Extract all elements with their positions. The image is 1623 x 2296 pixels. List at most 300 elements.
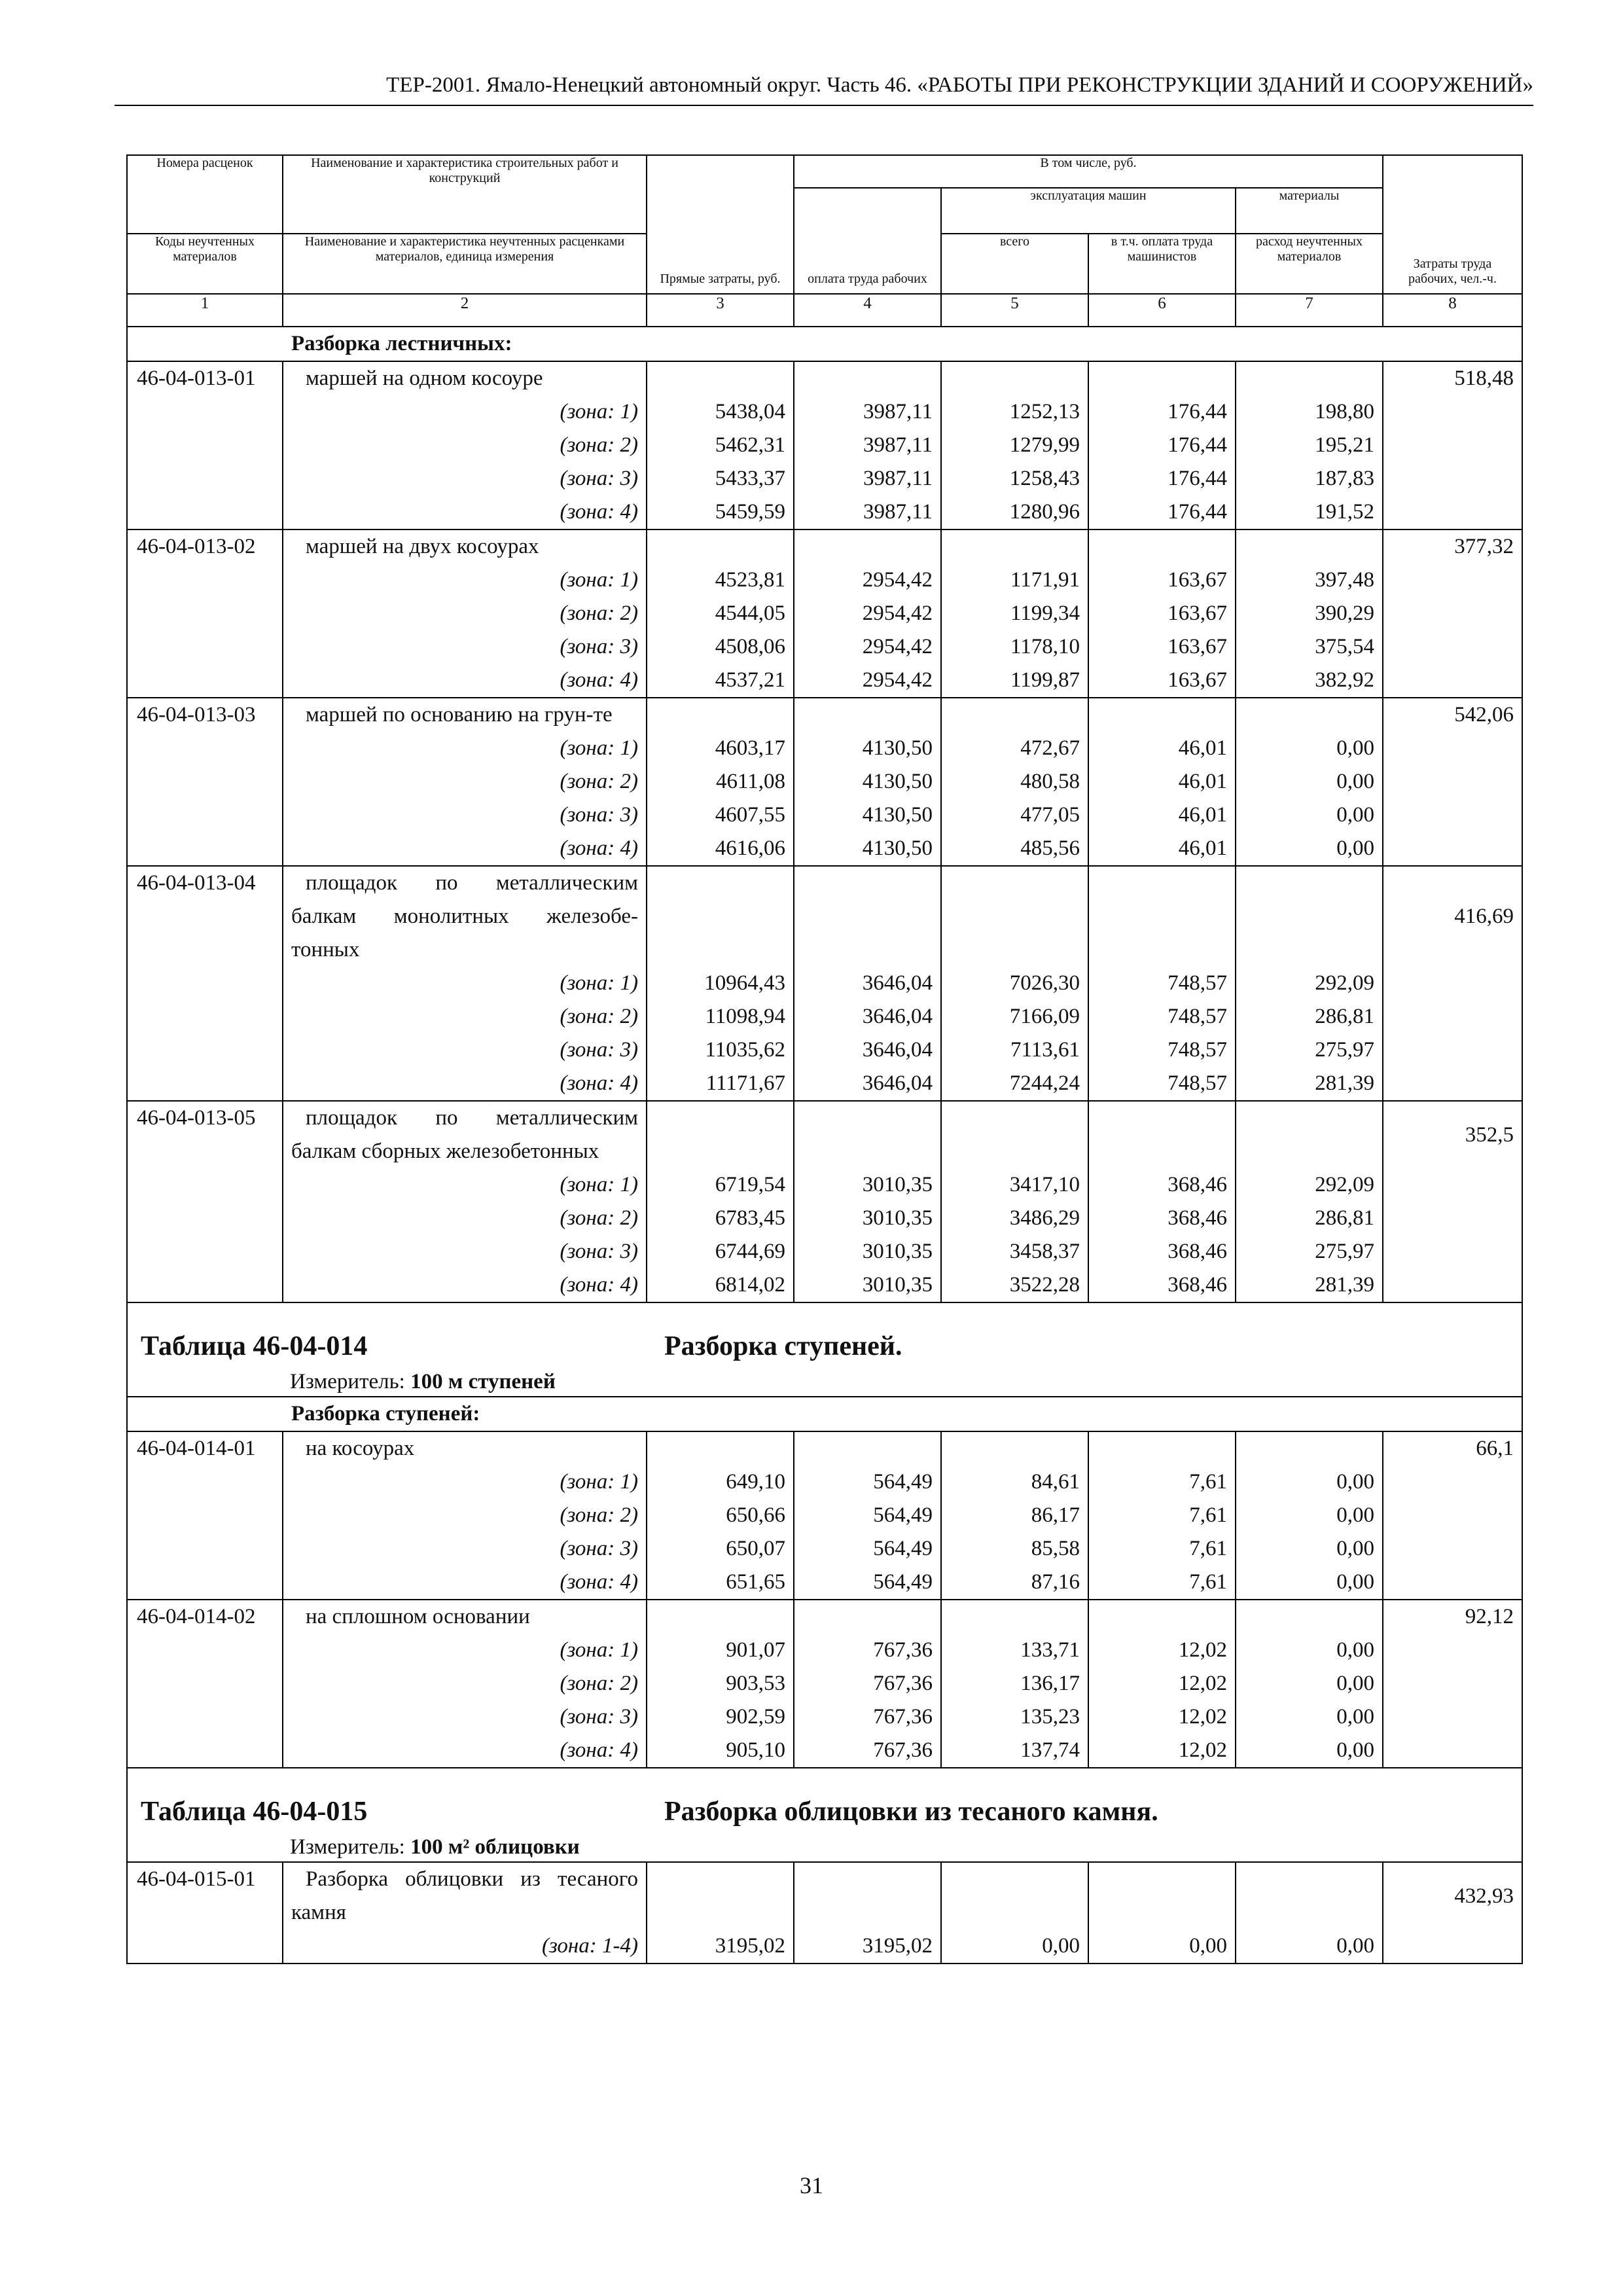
zone-value: 5433,37 bbox=[647, 462, 794, 495]
zone-row bbox=[127, 1634, 1522, 1667]
rate-header-row bbox=[127, 1862, 1522, 1929]
measure-row bbox=[127, 1833, 1522, 1862]
col-head-direct: Прямые затраты, руб. bbox=[647, 155, 794, 294]
empty-cell bbox=[127, 1168, 283, 1202]
measure-value: 100 м ступеней bbox=[410, 1370, 556, 1393]
zone-value: 281,39 bbox=[1236, 1268, 1383, 1302]
empty-cell bbox=[1383, 564, 1522, 597]
zone-row bbox=[127, 967, 1522, 1000]
rate-header-row bbox=[127, 1101, 1522, 1168]
zone-label: (зона: 4) bbox=[283, 1734, 647, 1768]
rate-code: 46-04-015-01 bbox=[127, 1862, 283, 1929]
empty-cell bbox=[127, 429, 283, 462]
rate-code: 46-04-013-03 bbox=[127, 698, 283, 732]
empty-cell bbox=[794, 1431, 941, 1465]
zone-value: 46,01 bbox=[1088, 832, 1236, 866]
zone-value: 4130,50 bbox=[794, 765, 941, 798]
zone-row bbox=[127, 664, 1522, 698]
zone-value: 1178,10 bbox=[941, 630, 1088, 664]
zone-value: 3522,28 bbox=[941, 1268, 1088, 1302]
zone-label: (зона: 4) bbox=[283, 664, 647, 698]
rate-header-row bbox=[127, 698, 1522, 732]
empty-cell bbox=[1383, 664, 1522, 698]
empty-cell bbox=[127, 1700, 283, 1734]
empty-cell bbox=[1383, 395, 1522, 429]
table-46-04-015 bbox=[127, 1768, 1522, 1964]
empty-cell bbox=[1383, 1235, 1522, 1268]
zone-value: 163,67 bbox=[1088, 597, 1236, 630]
zone-value: 767,36 bbox=[794, 1667, 941, 1700]
zone-value: 368,46 bbox=[1088, 1268, 1236, 1302]
zone-value: 397,48 bbox=[1236, 564, 1383, 597]
zone-value: 0,00 bbox=[1236, 1634, 1383, 1667]
empty-cell bbox=[127, 1532, 283, 1566]
empty-cell bbox=[794, 866, 941, 967]
empty-cell bbox=[794, 1101, 941, 1168]
zone-row bbox=[127, 429, 1522, 462]
col-head-incl: В том числе, руб. bbox=[794, 155, 1383, 188]
empty-cell bbox=[1383, 1929, 1522, 1964]
zone-label: (зона: 1) bbox=[283, 1634, 647, 1667]
labor-cost: 92,12 bbox=[1383, 1600, 1522, 1634]
zone-value: 187,83 bbox=[1236, 462, 1383, 495]
empty-cell bbox=[1383, 597, 1522, 630]
zone-value: 0,00 bbox=[1236, 1532, 1383, 1566]
zone-value: 0,00 bbox=[1236, 1700, 1383, 1734]
empty-cell bbox=[1236, 1862, 1383, 1929]
zone-value: 650,66 bbox=[647, 1499, 794, 1532]
zone-value: 46,01 bbox=[1088, 765, 1236, 798]
zone-label: (зона: 1) bbox=[283, 564, 647, 597]
zone-value: 11035,62 bbox=[647, 1033, 794, 1067]
zone-label: (зона: 2) bbox=[283, 1667, 647, 1700]
zone-value: 3010,35 bbox=[794, 1168, 941, 1202]
zone-value: 3987,11 bbox=[794, 429, 941, 462]
empty-cell bbox=[1383, 1033, 1522, 1067]
zone-label: (зона: 3) bbox=[283, 1235, 647, 1268]
zone-label: (зона: 1-4) bbox=[283, 1929, 647, 1964]
zone-value: 275,97 bbox=[1236, 1235, 1383, 1268]
col-head-materials: материалы bbox=[1236, 188, 1383, 234]
zone-value: 1258,43 bbox=[941, 462, 1088, 495]
zone-value: 902,59 bbox=[647, 1700, 794, 1734]
empty-cell bbox=[127, 1465, 283, 1499]
rate-description: площадок по металлическим балкам сборных железобетонных bbox=[283, 1101, 647, 1168]
zone-row bbox=[127, 1566, 1522, 1600]
zone-value: 382,92 bbox=[1236, 664, 1383, 698]
empty-cell bbox=[1383, 765, 1522, 798]
page-number: 31 bbox=[800, 2172, 823, 2198]
empty-cell bbox=[1088, 1600, 1236, 1634]
labor-cost: 518,48 bbox=[1383, 361, 1522, 395]
zone-value: 86,17 bbox=[941, 1499, 1088, 1532]
zone-row bbox=[127, 1667, 1522, 1700]
zone-value: 7,61 bbox=[1088, 1499, 1236, 1532]
zone-value: 195,21 bbox=[1236, 429, 1383, 462]
zone-value: 176,44 bbox=[1088, 495, 1236, 529]
empty-cell bbox=[127, 798, 283, 832]
table-id: Таблица 46-04-014 bbox=[141, 1331, 368, 1361]
rate-code: 46-04-013-05 bbox=[127, 1101, 283, 1168]
zone-value: 12,02 bbox=[1088, 1700, 1236, 1734]
zone-row bbox=[127, 1202, 1522, 1235]
zone-label: (зона: 2) bbox=[283, 429, 647, 462]
zone-value: 0,00 bbox=[1088, 1929, 1236, 1964]
zone-value: 1279,99 bbox=[941, 429, 1088, 462]
empty-cell bbox=[1236, 1431, 1383, 1465]
empty-cell bbox=[941, 1862, 1088, 1929]
zone-value: 176,44 bbox=[1088, 462, 1236, 495]
empty-cell bbox=[127, 495, 283, 529]
col-num: 6 bbox=[1088, 294, 1236, 327]
zone-value: 368,46 bbox=[1088, 1202, 1236, 1235]
zone-value: 163,67 bbox=[1088, 664, 1236, 698]
labor-cost: 542,06 bbox=[1383, 698, 1522, 732]
zone-value: 163,67 bbox=[1088, 630, 1236, 664]
empty-cell bbox=[941, 529, 1088, 564]
zone-row bbox=[127, 1532, 1522, 1566]
empty-cell bbox=[127, 1566, 283, 1600]
labor-cost: 416,69 bbox=[1383, 866, 1522, 967]
table-id: Таблица 46-04-015 bbox=[141, 1797, 368, 1827]
col-num: 7 bbox=[1236, 294, 1383, 327]
zone-value: 10964,43 bbox=[647, 967, 794, 1000]
zone-label: (зона: 2) bbox=[283, 765, 647, 798]
zone-value: 275,97 bbox=[1236, 1033, 1383, 1067]
zone-row bbox=[127, 1734, 1522, 1768]
zone-value: 767,36 bbox=[794, 1700, 941, 1734]
col-head-wage: оплата труда рабочих bbox=[794, 188, 941, 294]
rate-code: 46-04-014-02 bbox=[127, 1600, 283, 1634]
rate-description: маршей на одном косоуре bbox=[283, 361, 647, 395]
section-title: Разборка ступеней: bbox=[127, 1397, 1522, 1431]
rate-code: 46-04-014-01 bbox=[127, 1431, 283, 1465]
zone-value: 163,67 bbox=[1088, 564, 1236, 597]
zone-value: 11098,94 bbox=[647, 1000, 794, 1033]
zone-label: (зона: 2) bbox=[283, 1000, 647, 1033]
empty-cell bbox=[1383, 1268, 1522, 1302]
zone-value: 12,02 bbox=[1088, 1667, 1236, 1700]
empty-cell bbox=[127, 1634, 283, 1667]
section-title-row bbox=[127, 1397, 1522, 1431]
zone-label: (зона: 4) bbox=[283, 1268, 647, 1302]
empty-cell bbox=[794, 1862, 941, 1929]
zone-value: 4130,50 bbox=[794, 732, 941, 765]
zone-value: 368,46 bbox=[1088, 1235, 1236, 1268]
zone-value: 12,02 bbox=[1088, 1734, 1236, 1768]
zone-value: 748,57 bbox=[1088, 967, 1236, 1000]
empty-cell bbox=[127, 1202, 283, 1235]
zone-value: 6744,69 bbox=[647, 1235, 794, 1268]
table-heading bbox=[127, 1302, 1522, 1367]
empty-cell bbox=[647, 698, 794, 732]
zone-row bbox=[127, 1168, 1522, 1202]
zone-value: 3195,02 bbox=[794, 1929, 941, 1964]
zone-value: 286,81 bbox=[1236, 1000, 1383, 1033]
empty-cell bbox=[1383, 1634, 1522, 1667]
empty-cell bbox=[127, 1929, 283, 1964]
empty-cell bbox=[647, 1600, 794, 1634]
zone-value: 4130,50 bbox=[794, 798, 941, 832]
col-num: 8 bbox=[1383, 294, 1522, 327]
zone-value: 651,65 bbox=[647, 1566, 794, 1600]
zone-value: 0,00 bbox=[1236, 732, 1383, 765]
zone-value: 375,54 bbox=[1236, 630, 1383, 664]
zone-value: 903,53 bbox=[647, 1667, 794, 1700]
header-text: ТЕР-2001. Ямало-Ненецкий автономный округ. Часть 46. «РАБОТЫ ПРИ РЕКОНСТРУКЦИИ ЗДАНИЙ И СООРУЖЕНИЙ» bbox=[386, 73, 1533, 97]
zone-value: 472,67 bbox=[941, 732, 1088, 765]
zone-value: 5462,31 bbox=[647, 429, 794, 462]
zone-value: 6719,54 bbox=[647, 1168, 794, 1202]
empty-cell bbox=[794, 361, 941, 395]
empty-cell bbox=[1383, 1667, 1522, 1700]
empty-cell bbox=[941, 698, 1088, 732]
zone-value: 135,23 bbox=[941, 1700, 1088, 1734]
zone-row bbox=[127, 495, 1522, 529]
zone-value: 4607,55 bbox=[647, 798, 794, 832]
zone-row bbox=[127, 732, 1522, 765]
zone-label: (зона: 3) bbox=[283, 1033, 647, 1067]
zone-value: 905,10 bbox=[647, 1734, 794, 1768]
zone-value: 176,44 bbox=[1088, 395, 1236, 429]
running-header bbox=[115, 72, 1533, 106]
empty-cell bbox=[127, 1268, 283, 1302]
zone-row bbox=[127, 630, 1522, 664]
zone-value: 137,74 bbox=[941, 1734, 1088, 1768]
zone-value: 7026,30 bbox=[941, 967, 1088, 1000]
table-heading bbox=[127, 1768, 1522, 1833]
measure-value: 100 м² облицовки bbox=[410, 1835, 580, 1859]
zone-label: (зона: 4) bbox=[283, 1566, 647, 1600]
zone-value: 3987,11 bbox=[794, 495, 941, 529]
zone-label: (зона: 3) bbox=[283, 462, 647, 495]
col-num: 1 bbox=[127, 294, 283, 327]
col-num: 3 bbox=[647, 294, 794, 327]
zone-value: 1252,13 bbox=[941, 395, 1088, 429]
empty-cell bbox=[127, 1235, 283, 1268]
empty-cell bbox=[127, 630, 283, 664]
measure-label: Измеритель: bbox=[290, 1835, 405, 1859]
empty-cell bbox=[1088, 698, 1236, 732]
zone-value: 1280,96 bbox=[941, 495, 1088, 529]
empty-cell bbox=[1236, 361, 1383, 395]
zone-value: 136,17 bbox=[941, 1667, 1088, 1700]
zone-value: 748,57 bbox=[1088, 1033, 1236, 1067]
zone-value: 7166,09 bbox=[941, 1000, 1088, 1033]
col-head-name-mat: Наименование и характеристика неучтенных расценками материалов, единица измерения bbox=[283, 234, 647, 294]
zone-label: (зона: 4) bbox=[283, 495, 647, 529]
empty-cell bbox=[1088, 361, 1236, 395]
section-title-row bbox=[127, 327, 1522, 361]
zone-value: 2954,42 bbox=[794, 630, 941, 664]
zone-value: 292,09 bbox=[1236, 967, 1383, 1000]
zone-value: 176,44 bbox=[1088, 429, 1236, 462]
empty-cell bbox=[127, 1667, 283, 1700]
zone-value: 4130,50 bbox=[794, 832, 941, 866]
measure-row bbox=[127, 1367, 1522, 1397]
rate-code: 46-04-013-02 bbox=[127, 529, 283, 564]
empty-cell bbox=[127, 395, 283, 429]
empty-cell bbox=[1383, 495, 1522, 529]
zone-row bbox=[127, 1000, 1522, 1033]
zone-value: 0,00 bbox=[1236, 1929, 1383, 1964]
empty-cell bbox=[1383, 798, 1522, 832]
zone-label: (зона: 2) bbox=[283, 597, 647, 630]
zone-value: 84,61 bbox=[941, 1465, 1088, 1499]
zone-value: 133,71 bbox=[941, 1634, 1088, 1667]
zone-value: 748,57 bbox=[1088, 1000, 1236, 1033]
zone-label: (зона: 1) bbox=[283, 1168, 647, 1202]
col-head-operator-wage: в т.ч. оплата труда машинистов bbox=[1088, 234, 1236, 294]
zone-value: 748,57 bbox=[1088, 1067, 1236, 1101]
empty-cell bbox=[1088, 1101, 1236, 1168]
zone-value: 0,00 bbox=[941, 1929, 1088, 1964]
rate-code: 46-04-013-01 bbox=[127, 361, 283, 395]
rate-description: маршей по основанию на грун-те bbox=[283, 698, 647, 732]
empty-cell bbox=[1383, 1499, 1522, 1532]
zone-value: 87,16 bbox=[941, 1566, 1088, 1600]
zone-value: 1171,91 bbox=[941, 564, 1088, 597]
zone-label: (зона: 1) bbox=[283, 1465, 647, 1499]
empty-cell bbox=[1236, 866, 1383, 967]
zone-value: 480,58 bbox=[941, 765, 1088, 798]
zone-value: 0,00 bbox=[1236, 798, 1383, 832]
zone-label: (зона: 3) bbox=[283, 1700, 647, 1734]
rate-description: маршей на двух косоурах bbox=[283, 529, 647, 564]
empty-cell bbox=[127, 1000, 283, 1033]
table-title: Разборка ступеней. bbox=[664, 1331, 902, 1361]
empty-cell bbox=[1088, 529, 1236, 564]
rate-header-row bbox=[127, 1431, 1522, 1465]
zone-value: 901,07 bbox=[647, 1634, 794, 1667]
zone-value: 0,00 bbox=[1236, 1566, 1383, 1600]
zone-value: 198,80 bbox=[1236, 395, 1383, 429]
empty-cell bbox=[941, 1431, 1088, 1465]
empty-cell bbox=[941, 1600, 1088, 1634]
col-head-total: всего bbox=[941, 234, 1088, 294]
zone-row bbox=[127, 395, 1522, 429]
empty-cell bbox=[1088, 1862, 1236, 1929]
rate-description: площадок по металлическим балкам монолитных железобе-тонных bbox=[283, 866, 647, 967]
empty-cell bbox=[1088, 866, 1236, 967]
zone-value: 3646,04 bbox=[794, 967, 941, 1000]
zone-value: 485,56 bbox=[941, 832, 1088, 866]
zone-value: 4616,06 bbox=[647, 832, 794, 866]
empty-cell bbox=[1383, 462, 1522, 495]
empty-cell bbox=[127, 732, 283, 765]
zone-value: 564,49 bbox=[794, 1465, 941, 1499]
zone-row bbox=[127, 765, 1522, 798]
zone-value: 0,00 bbox=[1236, 832, 1383, 866]
zone-row bbox=[127, 1067, 1522, 1101]
zone-row bbox=[127, 1033, 1522, 1067]
col-head-codes: Номера расценок bbox=[127, 155, 283, 234]
empty-cell bbox=[127, 765, 283, 798]
labor-cost: 432,93 bbox=[1383, 1862, 1522, 1929]
empty-cell bbox=[1383, 1000, 1522, 1033]
empty-cell bbox=[127, 832, 283, 866]
col-num: 4 bbox=[794, 294, 941, 327]
labor-cost: 352,5 bbox=[1383, 1101, 1522, 1168]
zone-value: 3646,04 bbox=[794, 1000, 941, 1033]
empty-cell bbox=[941, 361, 1088, 395]
zone-value: 0,00 bbox=[1236, 1465, 1383, 1499]
col-head-labor: Затраты труда рабочих, чел.-ч. bbox=[1383, 155, 1522, 294]
zone-row bbox=[127, 1929, 1522, 1964]
zone-value: 368,46 bbox=[1088, 1168, 1236, 1202]
zone-value: 3417,10 bbox=[941, 1168, 1088, 1202]
empty-cell bbox=[1236, 529, 1383, 564]
zone-value: 1199,87 bbox=[941, 664, 1088, 698]
zone-value: 650,07 bbox=[647, 1532, 794, 1566]
zone-value: 4603,17 bbox=[647, 732, 794, 765]
zone-value: 2954,42 bbox=[794, 564, 941, 597]
zone-value: 564,49 bbox=[794, 1499, 941, 1532]
zone-value: 3486,29 bbox=[941, 1202, 1088, 1235]
rate-header-row bbox=[127, 361, 1522, 395]
empty-cell bbox=[1383, 1734, 1522, 1768]
zone-value: 3987,11 bbox=[794, 462, 941, 495]
zone-value: 292,09 bbox=[1236, 1168, 1383, 1202]
zone-label: (зона: 1) bbox=[283, 967, 647, 1000]
zone-value: 0,00 bbox=[1236, 1499, 1383, 1532]
zone-value: 0,00 bbox=[1236, 1667, 1383, 1700]
zone-value: 281,39 bbox=[1236, 1067, 1383, 1101]
empty-cell bbox=[1383, 1168, 1522, 1202]
empty-cell bbox=[647, 866, 794, 967]
zone-value: 6814,02 bbox=[647, 1268, 794, 1302]
zone-label: (зона: 1) bbox=[283, 395, 647, 429]
empty-cell bbox=[1383, 832, 1522, 866]
zone-label: (зона: 4) bbox=[283, 832, 647, 866]
zone-value: 3987,11 bbox=[794, 395, 941, 429]
col-head-machines: эксплуатация машин bbox=[941, 188, 1236, 234]
zone-value: 0,00 bbox=[1236, 765, 1383, 798]
zone-label: (зона: 1) bbox=[283, 732, 647, 765]
zone-value: 3458,37 bbox=[941, 1235, 1088, 1268]
zone-value: 5438,04 bbox=[647, 395, 794, 429]
zone-value: 4544,05 bbox=[647, 597, 794, 630]
rate-code: 46-04-013-04 bbox=[127, 866, 283, 967]
empty-cell bbox=[647, 1862, 794, 1929]
zone-label: (зона: 3) bbox=[283, 1532, 647, 1566]
empty-cell bbox=[127, 1499, 283, 1532]
rate-description: на косоурах bbox=[283, 1431, 647, 1465]
empty-cell bbox=[794, 698, 941, 732]
zone-value: 7,61 bbox=[1088, 1566, 1236, 1600]
zone-value: 3010,35 bbox=[794, 1202, 941, 1235]
zone-label: (зона: 3) bbox=[283, 798, 647, 832]
zone-label: (зона: 4) bbox=[283, 1067, 647, 1101]
empty-cell bbox=[127, 462, 283, 495]
col-num: 5 bbox=[941, 294, 1088, 327]
empty-cell bbox=[127, 564, 283, 597]
empty-cell bbox=[647, 529, 794, 564]
col-head-mat-use: расход неучтенных материалов bbox=[1236, 234, 1383, 294]
empty-cell bbox=[647, 1431, 794, 1465]
zone-row bbox=[127, 798, 1522, 832]
zone-value: 7113,61 bbox=[941, 1033, 1088, 1067]
zone-value: 46,01 bbox=[1088, 732, 1236, 765]
empty-cell bbox=[1236, 1600, 1383, 1634]
col-head-name: Наименование и характеристика строительных работ и конструкций bbox=[283, 155, 647, 234]
zone-value: 286,81 bbox=[1236, 1202, 1383, 1235]
zone-value: 3195,02 bbox=[647, 1929, 794, 1964]
empty-cell bbox=[1383, 1566, 1522, 1600]
zone-value: 477,05 bbox=[941, 798, 1088, 832]
zone-value: 0,00 bbox=[1236, 1734, 1383, 1768]
zone-value: 4537,21 bbox=[647, 664, 794, 698]
